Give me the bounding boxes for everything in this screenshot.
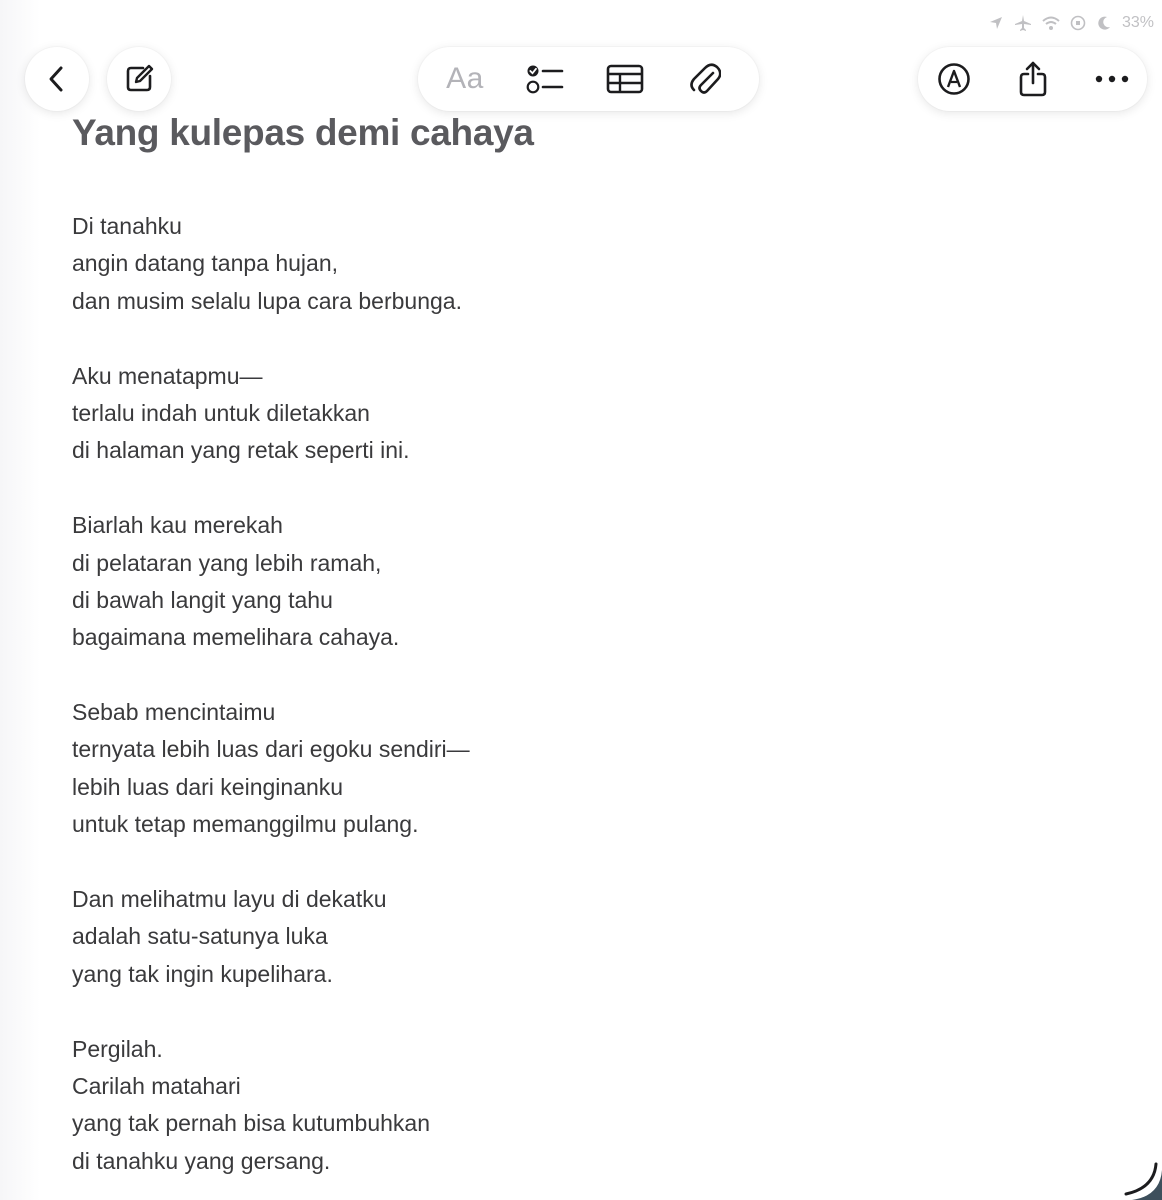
formatting-toolbar	[418, 47, 759, 111]
table-button[interactable]	[585, 47, 665, 111]
more-button[interactable]	[1076, 47, 1147, 111]
wifi-icon	[1042, 15, 1060, 31]
chevron-left-icon	[45, 64, 69, 94]
poem-line: Dan melihatmu layu di dekatku	[72, 886, 387, 913]
note-body[interactable]	[72, 208, 972, 1180]
markup-pen-icon	[937, 62, 971, 96]
poem-line: dan musim selalu lupa cara berbunga.	[72, 287, 462, 314]
note-title[interactable]: Yang kulepas demi cahaya	[72, 112, 534, 153]
poem-line: Sebab mencintaimu	[72, 699, 276, 726]
poem-line: Di tanahku	[72, 213, 182, 239]
share-icon	[1017, 60, 1049, 98]
format-text-label: Aa	[446, 62, 484, 95]
poem-line: untuk tetap memanggilmu pulang.	[72, 811, 419, 838]
orientation-lock-icon	[1070, 15, 1086, 31]
battery-percentage: 33%	[1121, 14, 1154, 31]
poem-line: lebih luas dari keinginanku	[72, 773, 344, 800]
poem-line: terlalu indah untuk diletakkan	[72, 399, 370, 426]
stanza-gap	[72, 993, 972, 1030]
format-text-button[interactable]	[425, 47, 505, 111]
status-bar	[988, 10, 1154, 36]
checklist-button[interactable]	[505, 47, 585, 111]
poem-line: bagaimana memelihara cahaya.	[72, 624, 400, 651]
paperclip-icon	[689, 61, 721, 97]
markup-button[interactable]	[918, 47, 990, 111]
ellipsis-icon	[1095, 75, 1129, 83]
actions-toolbar	[918, 47, 1147, 111]
poem-line: yang tak ingin kupelihara.	[72, 960, 333, 987]
poem-line: di pelataran yang lebih ramah,	[72, 549, 382, 576]
stanza-gap	[72, 844, 972, 881]
stanza-gap	[72, 657, 972, 694]
poem-line: di halaman yang retak seperti ini.	[72, 437, 410, 464]
poem-line: di bawah langit yang tahu	[72, 586, 333, 613]
poem-line: Pergilah.	[72, 1035, 163, 1062]
new-note-button[interactable]	[107, 47, 171, 111]
table-icon	[606, 64, 644, 94]
window-edge	[0, 0, 40, 1200]
poem-line: ternyata lebih luas dari egoku sendiri—	[72, 736, 470, 763]
attachment-button[interactable]	[665, 47, 745, 111]
poem-line: yang tak pernah bisa kutumbuhkan	[72, 1110, 431, 1137]
airplane-icon	[1014, 14, 1032, 32]
poem-line: Carilah matahari	[72, 1072, 241, 1099]
stanza-gap	[72, 320, 972, 357]
share-button[interactable]	[990, 47, 1076, 111]
poem-line: di tanahku yang gersang.	[72, 1147, 331, 1174]
back-button[interactable]	[25, 47, 89, 111]
checklist-icon	[526, 63, 564, 95]
poem-line: Biarlah kau merekah	[72, 512, 283, 539]
compose-icon	[123, 63, 155, 95]
location-icon	[988, 15, 1004, 31]
poem-line: Aku menatapmu—	[72, 362, 263, 389]
stanza-gap	[72, 470, 972, 507]
moon-icon	[1096, 15, 1112, 31]
poem-line: adalah satu-satunya luka	[72, 923, 328, 950]
window-corner-decoration	[1112, 1150, 1162, 1200]
poem-line: angin datang tanpa hujan,	[72, 250, 339, 277]
